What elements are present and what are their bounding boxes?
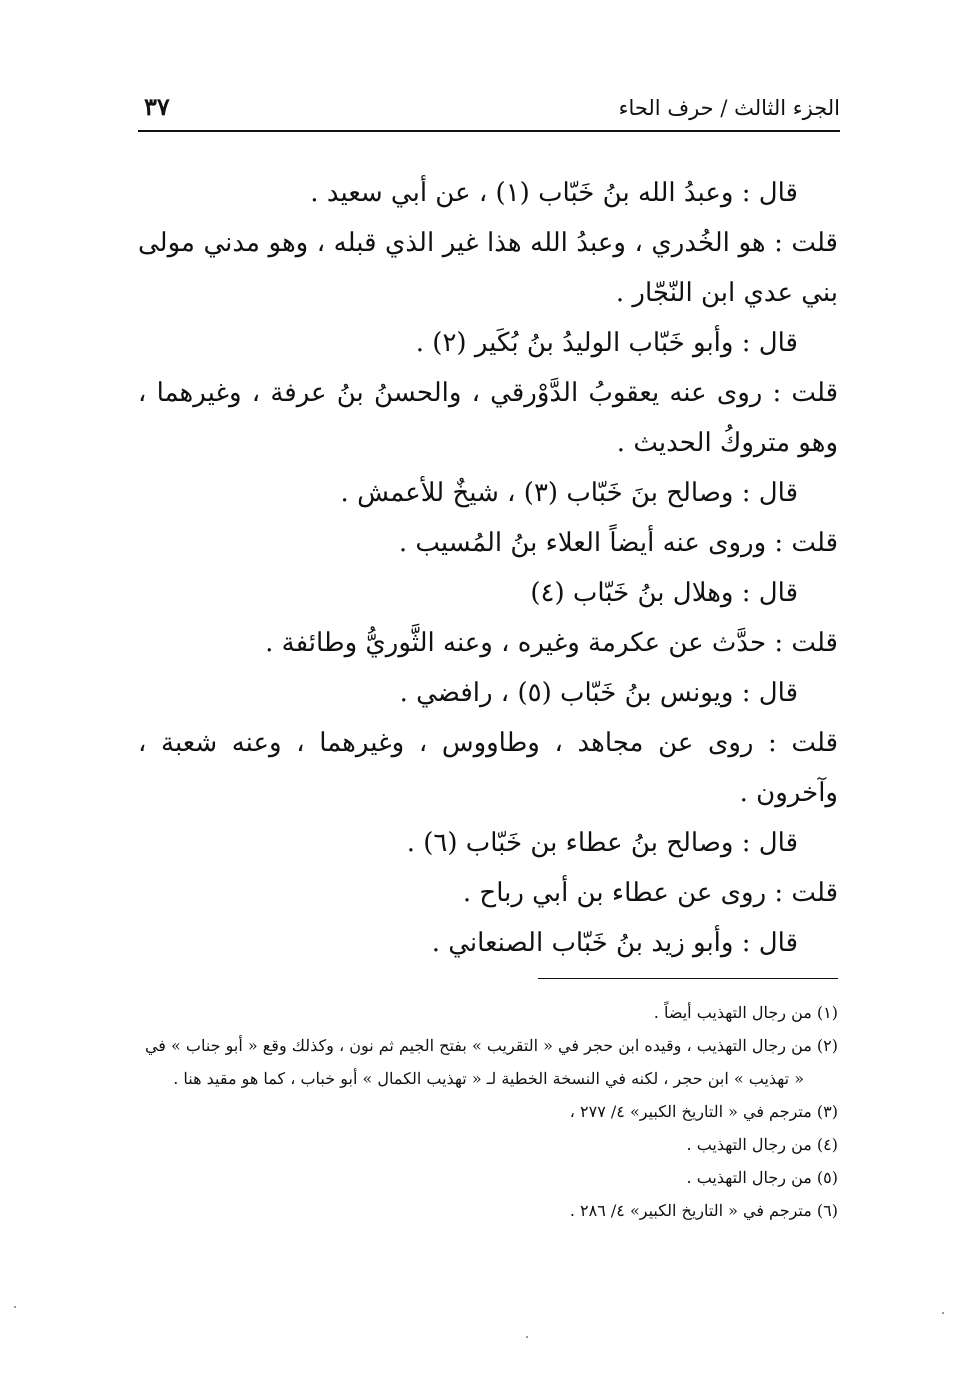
header-rule (138, 130, 840, 132)
page-header (138, 92, 840, 132)
entry-qal: قال : وأبو خَبّاب الوليدُ بنُ بُكَير (٢) . (415, 328, 798, 358)
footnote: (٥) من رجال التهذيب . (686, 1168, 838, 1187)
entry-qult: قلت : روى عن عطاء بن أبي رباح . (462, 878, 838, 908)
entry-qal: قال : وصالح بنُ عطاء بن خَبّاب (٦) . (406, 828, 798, 858)
entry-qult: قلت : وروى عنه أيضاً العلاء بنُ المُسيب . (398, 528, 838, 558)
entry-qult: قلت : حدَّث عن عكرمة وغيره ، وعنه الثَّوريُّ وطائفة . (265, 628, 838, 658)
footnotes (138, 996, 838, 1227)
page-number: ٣٧ (144, 92, 170, 121)
footnote-separator (538, 978, 838, 979)
entry-qal: قال : وهلال بنُ خَبّاب (٤) (530, 578, 798, 608)
entry-qal: قال : وعبدُ الله بنُ خَبّاب (١) ، عن أبي سعيد . (310, 178, 798, 208)
footnote: (٦) مترجم في « التاريخ الكبير» ٤/ ٢٨٦ . (569, 1201, 838, 1220)
scan-speck (942, 1312, 944, 1314)
footnote: (٢) من رجال التهذيب ، وقيده ابن حجر في « التقريب » بفتح الجيم ثم نون ، وكذلك وقع « أبو جناب » في « تهذيب » ابن حجر ، لكنه في النسخة الخطية لـ « تهذيب الكمال » أبو خباب ، كما هو مقيد هنا . (144, 1036, 838, 1088)
entry-qal: قال : وصالح بنَ خَبّاب (٣) ، شيخٌ للأعمش . (340, 478, 798, 508)
running-title: الجزء الثالث / حرف الحاء (618, 96, 840, 120)
footnote: (٤) من رجال التهذيب . (686, 1135, 838, 1154)
entry-qult: قلت : روى عنه يعقوبُ الدَّوْرقي ، والحسنُ بنُ عرفة ، وغيرهما ، وهو متروكُ الحديث . (138, 378, 838, 458)
entry-qult: قلت : هو الخُدري ، وعبدُ الله هذا غير الذي قبله ، وهو مدني مولى بني عدي ابن النّجّار . (138, 228, 838, 308)
scan-speck (526, 1336, 528, 1338)
entry-qal: قال : وأبو زيد بنُ خَبّاب الصنعاني . (431, 928, 798, 958)
footnote: (١) من رجال التهذيب أيضاً . (653, 1003, 838, 1022)
main-text (138, 168, 838, 968)
scan-speck (14, 1306, 16, 1308)
footnote: (٣) مترجم في « التاريخ الكبير» ٤/ ٢٧٧ ، (569, 1102, 838, 1121)
entry-qal: قال : ويونس بنُ خَبّاب (٥) ، رافضي . (399, 678, 798, 708)
entry-qult: قلت : روى عن مجاهد ، وطاووس ، وغيرهما ، وعنه شعبة ، وآخرون . (138, 728, 838, 808)
